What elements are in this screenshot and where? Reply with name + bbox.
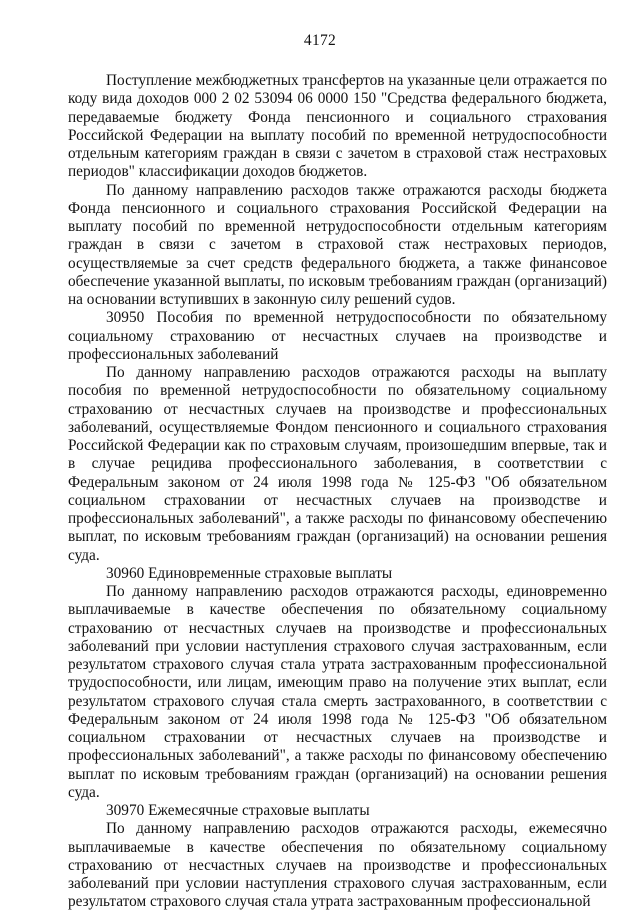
section-heading-30970: 30970 Ежемесячные страховые выплаты	[106, 802, 370, 819]
paragraph-30970-description: По данному направлению расходов отражаются расходы, ежемесячно выплачиваемые в качестве обеспечения по обязательному социальному страхованию от несчастных случаев на производстве и профессиональных заболеваний при условии наступления страхового случая застрахованным, если результатом страхового случая стала утрата застрахованным профессиональной	[68, 820, 607, 911]
page-number: 4172	[303, 32, 337, 49]
paragraph-transfers-income-code: Поступление межбюджетных трансфертов на указанные цели отражается по коду вида доходов 000 2 02 53094 06 0000 150 "Средства федерального бюджета, передаваемые бюджету Фонда пенсионного и социального страхования Российской Федерации на выплату пособий по временной нетрудоспособности отдельным категориям граждан в связи с зачетом в страховой стаж нестраховых периодов" классификации доходов бюджетов.	[68, 72, 607, 181]
document-body	[68, 72, 607, 912]
section-heading-30950: 30950 Пособия по временной нетрудоспособности по обязательному социальному страхованию от несчастных случаев на производстве и профессиональных заболеваний	[68, 309, 607, 363]
paragraph-30960-description: По данному направлению расходов отражаются расходы, единовременно выплачиваемые в качестве обеспечения по обязательному социальному страхованию от несчастных случаев на производстве и профессиональных заболеваний при условии наступления страхового случая застрахованным, если результатом страхового случая стала утрата застрахованным профессиональной трудоспособности, или лицам, имеющим право на получение этих выплат, если результатом страхового случая стала смерть застрахованного, в соответствии с Федеральным законом от 24 июля 1998 года № 125-ФЗ "Об обязательном социальном страховании от несчастных случаев на производстве и профессиональных заболеваний", а также расходы по финансовому обеспечению выплат по исковым требованиям граждан (организаций) на основании решения суда.	[68, 583, 607, 801]
paragraph-30950-description: По данному направлению расходов отражаются расходы на выплату пособия по временной нетрудоспособности по обязательному социальному страхованию от несчастных случаев на производстве и профессиональных заболеваний, осуществляемые Фондом пенсионного и социального страхования Российской Федерации как по страховым случаям, произошедшим впервые, так и в случае рецидива профессионального заболевания, в соответствии с Федеральным законом от 24 июля 1998 года № 125-ФЗ "Об обязательном социальном страховании от несчастных случаев на производстве и профессиональных заболеваний", а также расходы по финансовому обеспечению выплат, по исковым требованиям граждан (организаций) на основании решения суда.	[68, 364, 607, 564]
paragraph-fund-expenses-court-decisions: По данному направлению расходов также отражаются расходы бюджета Фонда пенсионного и социального страхования Российской Федерации на выплату пособий по временной нетрудоспособности отдельным категориям граждан в связи с зачетом в страховой стаж нестраховых периодов, осуществляемые за счет средств федерального бюджета, а также финансовое обеспечение указанной выплаты, по исковым требованиям граждан (организаций) на основании вступивших в законную силу решений судов.	[68, 181, 607, 308]
section-heading-30960: 30960 Единовременные страховые выплаты	[106, 564, 393, 582]
